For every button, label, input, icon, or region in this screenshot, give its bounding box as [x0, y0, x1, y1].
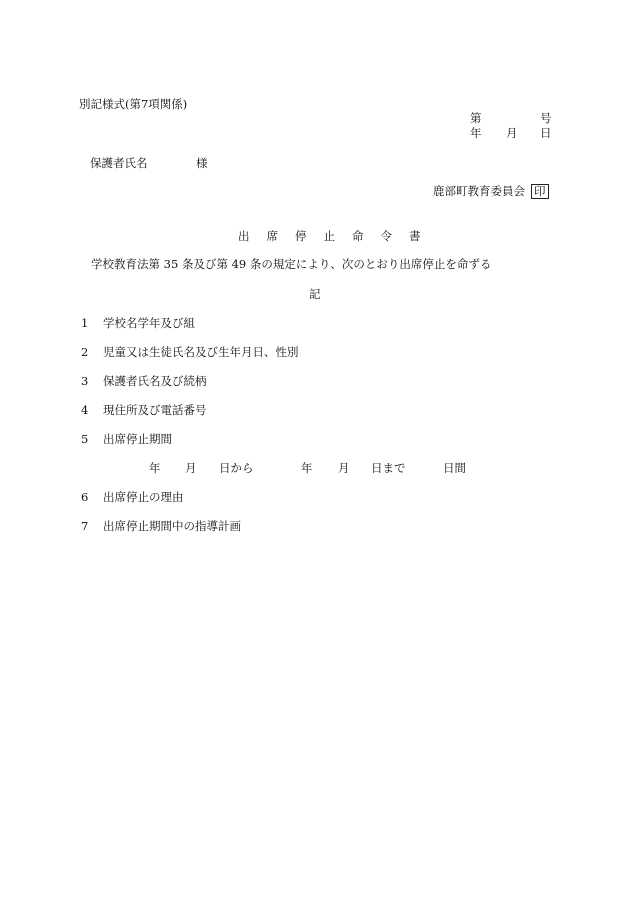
- date-month: 月: [506, 126, 518, 140]
- ki-heading: 記: [309, 287, 321, 301]
- date-year: 年: [470, 126, 482, 140]
- title-char: 命: [352, 229, 364, 243]
- period-from-year: 年: [149, 461, 161, 475]
- item-text: 出席停止期間: [103, 432, 172, 446]
- number-go: 号: [540, 111, 552, 125]
- item-row: [0, 316, 630, 330]
- title-char: 止: [323, 229, 335, 243]
- issuer-name: 鹿部町教育委員会: [433, 184, 525, 198]
- period-from-day: 日から: [219, 461, 254, 475]
- period-days: 日間: [443, 461, 466, 475]
- item-row: [0, 403, 630, 417]
- item-number: 1: [81, 316, 89, 330]
- seal-stamp: 印: [531, 184, 549, 199]
- item-text: 児童又は生徒氏名及び生年月日、性別: [103, 345, 299, 359]
- item-row: [0, 374, 630, 388]
- title-char: 令: [380, 229, 392, 243]
- item-number: 7: [81, 519, 89, 533]
- item-row: [0, 432, 630, 446]
- item-text: 学校名学年及び組: [103, 316, 195, 330]
- title-char: 席: [266, 229, 278, 243]
- period-from-month: 月: [185, 461, 197, 475]
- item-number: 5: [81, 432, 89, 446]
- issuer-line: [433, 184, 549, 199]
- item-row: [0, 490, 630, 504]
- period-to-year: 年: [301, 461, 313, 475]
- item-row: [0, 345, 630, 359]
- item-number: 3: [81, 374, 89, 388]
- intro-paragraph: 学校教育法第 35 条及び第 49 条の規定により、次のとおり出席停止を命ずる: [91, 257, 492, 271]
- period-to-month: 月: [338, 461, 350, 475]
- period-to-day: 日まで: [371, 461, 406, 475]
- item-number: 4: [81, 403, 89, 417]
- document-title: [238, 229, 421, 243]
- title-char: 出: [238, 229, 250, 243]
- date-day: 日: [540, 126, 552, 140]
- item-row: [0, 519, 630, 533]
- title-char: 書: [409, 229, 421, 243]
- item-text: 出席停止の理由: [103, 490, 184, 504]
- item-text: 出席停止期間中の指導計画: [103, 519, 241, 533]
- guardian-honorific: 様: [196, 156, 208, 170]
- item-text: 保護者氏名及び続柄: [103, 374, 207, 388]
- number-dai: 第: [470, 111, 482, 125]
- title-char: 停: [295, 229, 307, 243]
- item-number: 2: [81, 345, 89, 359]
- item-text: 現住所及び電話番号: [103, 403, 207, 417]
- guardian-label: 保護者氏名: [90, 156, 148, 170]
- item-number: 6: [81, 490, 89, 504]
- period-line: [0, 461, 630, 475]
- form-reference: 別記様式(第7項関係): [79, 97, 188, 111]
